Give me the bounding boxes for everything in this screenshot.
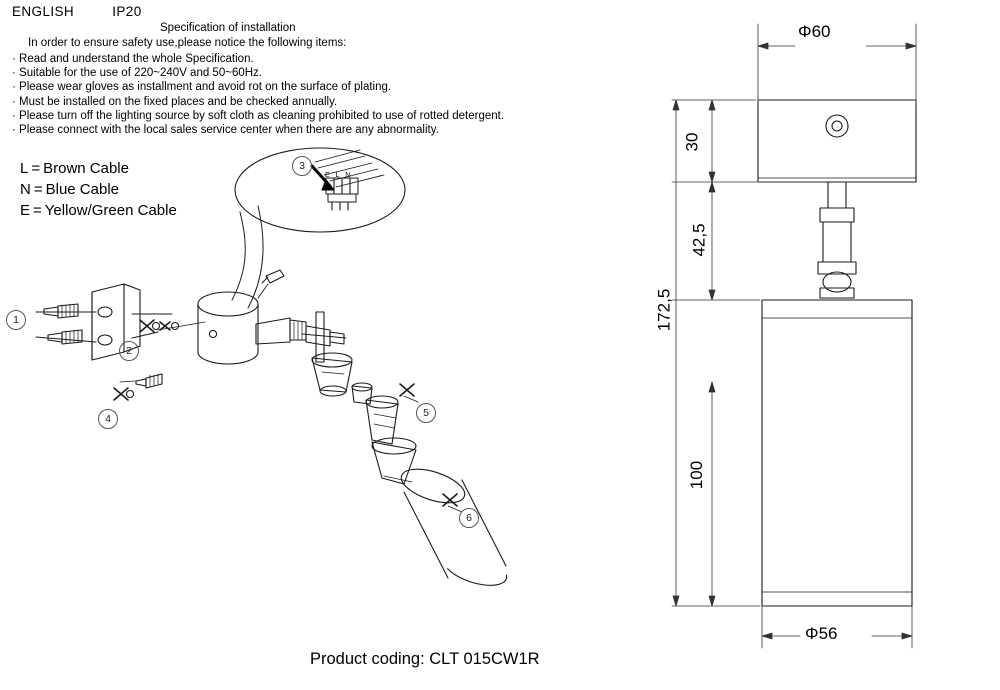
legend-row-earth [20,200,177,221]
elevation-canopy [758,100,916,182]
callout-5: 5 [416,403,436,423]
dimension-total-height: 172,5 [654,288,674,332]
callout-4: 4 [98,409,118,429]
legend-text: Blue Cable [45,181,119,198]
specification-title: Specification of installation [160,22,296,34]
gu10-lamp [352,383,418,444]
fixing-screw-4 [114,374,162,400]
dimension-arm-height: 42,5 [689,223,709,257]
legend-equals: = [33,202,42,219]
dimension-body-height: 100 [687,460,707,490]
shade-cylinder [372,438,507,592]
dimension-head-height: 30 [682,132,702,152]
specification-intro: In order to ensure safety use,please notice the following items: [28,37,347,49]
list-item: · Please wear gloves as installment and avoid rot on the surface of plating. [12,81,392,94]
legend-code: N [20,181,31,198]
dimension-bottom-diameter: Φ56 [805,624,838,643]
callout-6: 6 [459,508,479,528]
legend-equals: = [33,181,43,198]
legend-code: E [20,202,31,219]
legend-equals: = [31,160,41,177]
spot-head [312,353,352,396]
product-coding-label: Product coding: CLT 015CW1R [310,650,540,668]
adjustable-arm [256,312,346,362]
legend-row-live [20,158,177,179]
specification-list [12,52,504,137]
callout-1: 1 [6,310,26,330]
canopy-cylinder [158,270,284,364]
elevation-body [762,300,912,606]
list-item: · Suitable for the use of 220~240V and 50~60Hz. [12,67,262,80]
terminal-letters-label: E L N [325,172,353,179]
callout-2: 2 [119,341,139,361]
legend-text: Yellow/Green Cable [44,202,177,219]
dimension-lines [672,24,916,648]
callout-3: 3 [292,156,312,176]
wall-bracket [36,284,179,360]
legend-row-neutral [20,179,177,200]
ip-rating-label: IP20 [112,4,142,19]
language-label: ENGLISH [12,4,75,19]
list-item: · Must be installed on the fixed places and be checked annually. [12,95,338,108]
wiring-detail-bubble [232,148,405,308]
dimension-top-diameter: Φ60 [798,22,831,41]
elevation-arm [818,182,856,298]
cable-colour-legend [20,158,177,221]
legend-code: L [20,160,29,177]
header-language-row [12,4,142,19]
list-item: · Please turn off the lighting source by soft cloth as cleaning prohibited to use of rotted detergent. [12,109,505,122]
legend-text: Brown Cable [43,160,129,177]
list-item: · Read and understand the whole Specification. [12,53,254,65]
list-item: · Please connect with the local sales service center when there are any abnormality. [12,124,439,137]
